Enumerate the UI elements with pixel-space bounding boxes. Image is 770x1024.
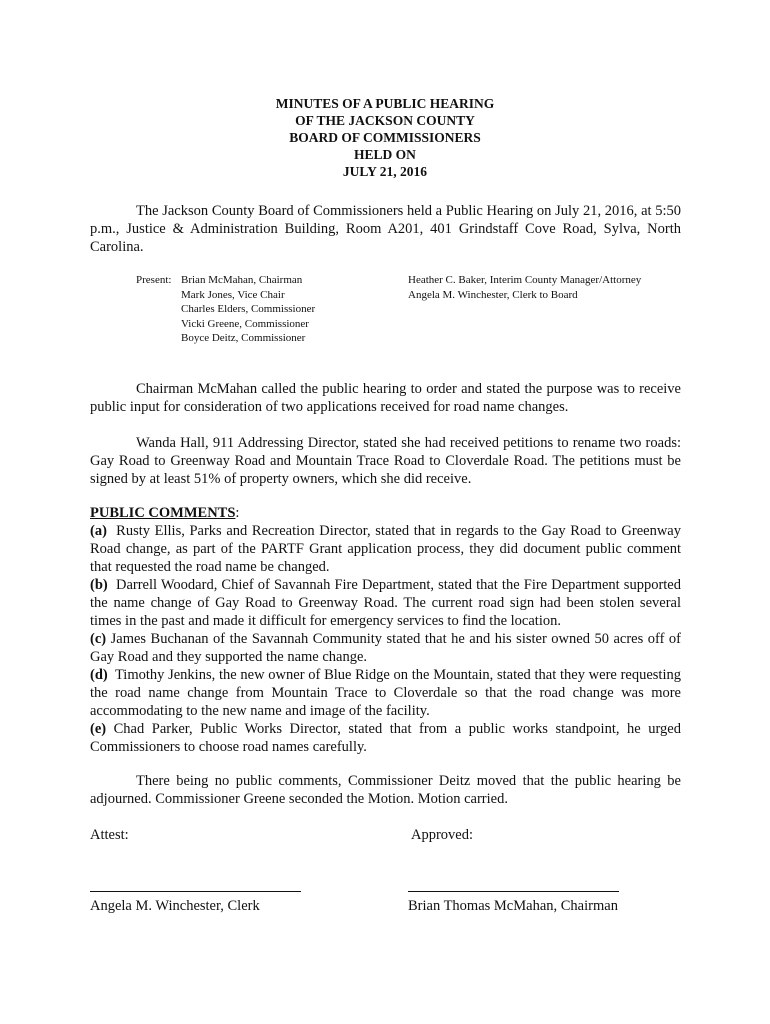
comment-letter: (b) <box>90 577 108 593</box>
public-comments-heading: PUBLIC COMMENTS <box>90 505 236 521</box>
attest-signer-name: Angela M. Winchester, Clerk <box>90 898 260 914</box>
public-comment-item <box>90 630 681 666</box>
title-line-4: HELD ON <box>354 147 416 162</box>
present-member: Mark Jones, Vice Chair <box>181 288 285 301</box>
call-to-order-paragraph: Chairman McMahan called the public hearing to order and stated the purpose was to receive public input for consideration of two applications received for road name changes. <box>90 381 681 415</box>
public-comment-item <box>90 720 681 756</box>
public-comment-item <box>90 666 681 720</box>
present-member: Brian McMahan, Chairman <box>181 274 303 286</box>
approved-label: Approved: <box>411 827 474 843</box>
public-comments-section <box>90 504 681 756</box>
present-member: Vicki Greene, Commissioner <box>181 317 309 330</box>
present-commissioners-list <box>181 273 315 346</box>
comment-letter: (c) <box>90 631 107 647</box>
public-comment-item <box>90 522 681 576</box>
comment-letter: (e) <box>90 721 107 737</box>
comment-letter: (a) <box>90 523 107 539</box>
title-line-2: OF THE JACKSON COUNTY <box>295 113 475 128</box>
closing-paragraph: There being no public comments, Commissioner Deitz moved that the public hearing be adjourned. Commissioner Greene seconded the Motion. Motion carried. <box>90 773 681 807</box>
present-staff-list <box>408 273 641 302</box>
present-member: Charles Elders, Commissioner <box>181 303 316 316</box>
public-comments-heading-row <box>90 504 681 522</box>
comment-text: Timothy Jenkins, the new owner of Blue Ridge on the Mountain, stated that they were requesting the road name change from Mountain Trace to Cloverdale so that the road change was more accommodating to the new name and image of the facility. <box>90 667 681 719</box>
approved-signature-line <box>408 891 619 892</box>
comment-text: Rusty Ellis, Parks and Recreation Director, stated that in regards to the Gay Road to Greenway Road change, as part of the PARTF Grant application process, they did document public comment that requested the road name be changed. <box>90 523 681 575</box>
comment-text: James Buchanan of the Savannah Community stated that he and his sister owned 50 acres off of Gay Road and they supported the name change. <box>90 631 681 665</box>
title-line-3: BOARD OF COMMISSIONERS <box>289 130 481 145</box>
comment-letter: (d) <box>90 667 108 683</box>
present-staff: Heather C. Baker, Interim County Manager/Attorney <box>408 274 642 286</box>
approved-signer-name: Brian Thomas McMahan, Chairman <box>408 898 618 914</box>
intro-paragraph: The Jackson County Board of Commissioners held a Public Hearing on July 21, 2016, at 5:50 p.m., Justice & Administration Building, Room A201, 401 Grindstaff Cove Road, Sylva, North Carolina. <box>90 203 681 255</box>
attest-signature-line <box>90 891 301 892</box>
comment-text: Chad Parker, Public Works Director, stated that from a public works standpoint, he urged Commissioners to choose road names carefully. <box>90 721 681 755</box>
title-line-1: MINUTES OF A PUBLIC HEARING <box>275 96 495 111</box>
document-title <box>0 95 770 180</box>
present-member: Boyce Deitz, Commissioner <box>181 332 306 345</box>
petitions-paragraph: Wanda Hall, 911 Addressing Director, stated she had received petitions to rename two roads: Gay Road to Greenway Road and Mountain Trace Road to Cloverdale Road. The petitions must be signed by at least 51% of property owners, which she did receive. <box>90 435 681 487</box>
comment-text: Darrell Woodard, Chief of Savannah Fire Department, stated that the Fire Department supported the name change of Gay Road to Greenway Road. The current road sign had been stolen several times in the past and made it difficult for emergency services to find the location. <box>90 577 681 629</box>
title-line-5: JULY 21, 2016 <box>342 164 428 179</box>
present-label: Present: <box>136 274 172 286</box>
present-staff: Angela M. Winchester, Clerk to Board <box>408 288 578 301</box>
attest-label: Attest: <box>90 827 129 843</box>
public-comments-heading-colon: : <box>235 505 240 521</box>
public-comment-item <box>90 576 681 630</box>
